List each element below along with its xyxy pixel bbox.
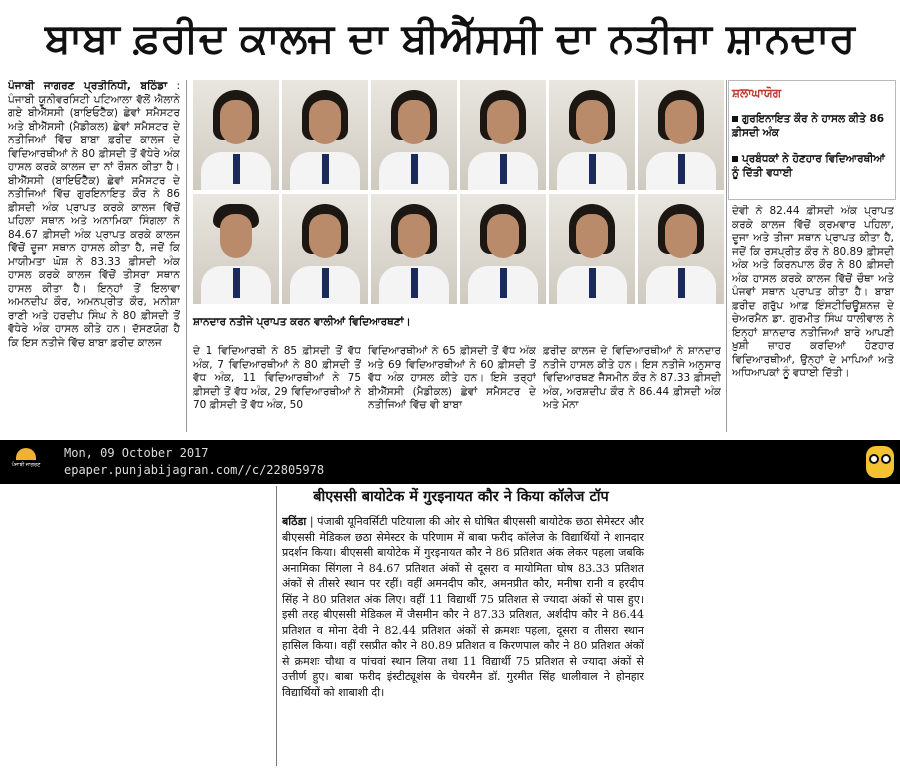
article-column-5: ਦੇਵੀ ਨੇ 82.44 ਫ਼ੀਸਦੀ ਅੰਕ ਪ੍ਰਾਪਤ ਕਰਕੇ ਕਾਲਜ ਵਿੱਚੋਂ ਕ੍ਰਮਵਾਰ ਪਹਿਲਾ, ਦੂਜਾ ਅਤੇ ਤੀਜਾ ਸਥਾਨ ਪ੍ਰਾਪਤ ਕੀਤਾ ਹੈ, ਜਦੋਂ ਕਿ ਰਸਪ੍ਰੀਤ ਕੌਰ ਨੇ 80.89 ਫ਼ੀਸਦੀ ਅੰਕ ਅਤੇ ਕਿਰਨਪਾਲ ਕੌਰ ਨੇ 80 ਫ਼ੀਸਦੀ ਅੰਕ ਹਾਸਲ ਕਰਕੇ ਕਾਲਜ ਵਿੱਚੋਂ ਚੌਥਾ ਅਤੇ ਪੰਜਵਾਂ ਸਥਾਨ ਪ੍ਰਾਪਤ ਕੀਤਾ ਹੈ। ਬਾਬਾ ਫ਼ਰੀਦ ਗਰੁੱਪ ਆਫ਼ ਇੰਸਟੀਚਿਊਸ਼ਨਜ਼ ਦੇ ਚੇਅਰਮੈਨ ਡਾ. ਗੁਰਮੀਤ ਸਿੰਘ ਧਾਲੀਵਾਲ ਨੇ ਇਨ੍ਹਾਂ ਸ਼ਾਨਦਾਰ ਨਤੀਜਿਆਂ ਬਾਰੇ ਆਪਣੀ ਖ਼ੁਸ਼ੀ ਜ਼ਾਹਰ ਕਰਦਿਆਂ ਹੋਣਹਾਰ ਵਿਦਿਆਰਥੀਆਂ, ਉਨ੍ਹਾਂ ਦੇ ਮਾਪਿਆਂ ਅਤੇ ਅਧਿਆਪਕਾਂ ਨੂੰ ਵਧਾਈ ਦਿੱਤੀ। [732, 205, 894, 379]
column-1-text: : ਪੰਜਾਬੀ ਯੂਨੀਵਰਸਿਟੀ ਪਟਿਆਲਾ ਵੱਲੋਂ ਐਲਾਨੇ ਗਏ ਬੀਐੱਸਸੀ (ਬਾਇਓਟੈੱਕ) ਛੇਵਾਂ ਸਮੈਸਟਰ ਅਤੇ ਬੀਐੱਸਸੀ (ਮੈਡੀਕਲ) ਛੇਵਾਂ ਸਮੈਸਟਰ ਦੇ ਨਤੀਜਿਆਂ ਵਿੱਚ ਬਾਬਾ ਫ਼ਰੀਦ ਕਾਲਜ ਦੇ ਵਿਦਿਆਰਥੀਆਂ ਨੇ 80 ਫ਼ੀਸਦੀ ਤੋਂ ਵੱਧੇਰੇ ਅੰਕ ਹਾਸਲ ਕਰਕੇ ਕਾਲਜ ਦਾ ਨਾਂ ਰੌਸ਼ਨ ਕੀਤਾ ਹੈ। ਬੀਐੱਸਸੀ (ਬਾਇਓਟੈੱਕ) ਛੇਵਾਂ ਸਮੈਸਟਰ ਦੇ ਨਤੀਜਿਆਂ ਵਿੱਚ ਗੁਰਇਨਾਇਤ ਕੌਰ ਨੇ 86 ਫ਼ੀਸਦੀ ਅੰਕ ਪ੍ਰਾਪਤ ਕਰਕੇ ਕਾਲਜ ਵਿੱਚੋਂ ਪਹਿਲਾ ਸਥਾਨ ਅਤੇ ਅਨਾਮਿਕਾ ਸਿੰਗਲਾ ਨੇ 84.67 ਫ਼ੀਸਦੀ ਅੰਕ ਪ੍ਰਾਪਤ ਕਰਕੇ ਕਾਲਜ ਵਿੱਚੋਂ ਦੂਜਾ ਸਥਾਨ ਹਾਸਲ ਕੀਤਾ ਹੈ, ਜਦੋਂ ਕਿ ਮਾਯੀਮਤਾ ਘੋਸ਼ ਨੇ 83.33 ਫ਼ੀਸਦੀ ਅੰਕ ਹਾਸਲ ਕਰਕੇ ਕਾਲਜ ਵਿੱਚੋਂ ਤੀਸਰਾ ਸਥਾਨ ਹਾਸਲ ਕੀਤਾ ਹੈ। ਇਨ੍ਹਾਂ ਤੋਂ ਇਲਾਵਾ ਅਮਨਦੀਪ ਕੌਰ, ਅਮਨਪ੍ਰੀਤ ਕੌਰ, ਮਨੀਸ਼ਾ ਰਾਣੀ ਅਤੇ ਹਰਦੀਪ ਸਿੰਘ ਨੇ 80 ਫ਼ੀਸਦੀ ਤੋਂ ਵੱਧੇਰੇ ਅੰਕ ਹਾਸਲ ਕੀਤੇ ਹਨ। ਦੱਸਣਯੋਗ ਹੈ ਕਿ ਇਸ ਨਤੀਜੇ ਵਿੱਚ ਬਾਬਾ ਫ਼ਰੀਦ ਕਾਲਜ [8, 80, 180, 349]
student-photo [638, 80, 724, 190]
dateline-place: बठिंडा [282, 515, 307, 528]
student-photo [638, 194, 724, 304]
hindi-body-text: | पंजाबी यूनिवर्सिटी पटियाला की ओर से घोषित बीएससी बायोटेक छठा सेमेस्टर और बीएससी मेडिकल छठा सेमेस्टर के परिणाम में बाबा फरीद कॉलेज के विद्यार्थियों ने शानदार प्रदर्शन किया। बीएससी बायोटेक में गुरइनायत कौर ने 86 प्रतिशत अंक लेकर पहला जबकि अनामिका सिंगला ने 84.67 प्रतिशत अंकों से दूसरा व मायोमिता घोष 83.33 प्रतिशत अंकों से तीसरे स्थान पर रहीं। वहीं अमनदीप कौर, अमनप्रीत कौर, मनीषा रानी व हरदीप सिंह ने 80 प्रतिशत अंक लिए। वहीं 11 विद्यार्थी 75 प्रतिशत से ज्यादा अंकों से पास हुए। इसी तरह बीएससी मेडिकल में जैसमीन कौर ने 87.33 प्रतिशत, अर्शदीप कौर ने 86.44 प्रतिशत व मोना देवी ने 82.44 प्रतिशत अंकों से क्रमशः पहला, दूसरा व तीसरा स्थान हासिल किया। वहीं रसप्रीत कौर ने 80.89 प्रतिशत व किरणपाल कौर ने 80 प्रतिशत अंकों से क्रमशः चौथा व पांचवां स्थान लिया तथा 11 विद्यार्थी 75 प्रतिशत से ज्यादा अंकों से उत्तीर्ण हुए। बाबा फरीद इंस्टीट्यूशंस के चेयरमैन डॉ. गुरमीत सिंह धालीवाल ने होनहार विद्यार्थियों को शाबाशी दी। [282, 515, 644, 699]
highlight-item-text: ਪ੍ਰਬੰਧਕਾਂ ਨੇ ਹੋਣਹਾਰ ਵਿਦਿਆਰਥੀਆਂ ਨੂੰ ਦਿੱਤੀ ਵਧਾਈ [732, 153, 885, 179]
student-photo [460, 80, 546, 190]
bullet-icon [732, 156, 738, 162]
student-photos [193, 80, 723, 308]
article-column-1 [8, 80, 180, 435]
student-photo [549, 80, 635, 190]
owl-icon[interactable] [866, 446, 894, 478]
article-column-4: ਫ਼ਰੀਦ ਕਾਲਜ ਦੇ ਵਿਦਿਆਰਥੀਆਂ ਨੇ ਸ਼ਾਨਦਾਰ ਨਤੀਜੇ ਹਾਸਲ ਕੀਤੇ ਹਨ। ਇਸ ਨਤੀਜੇ ਅਨੁਸਾਰ ਵਿਦਿਆਰਥਣ ਜੈਸਮੀਨ ਕੌਰ ਨੇ 87.33 ਫ਼ੀਸਦੀ ਅੰਕ, ਅਰਸ਼ਦੀਪ ਕੌਰ ਨੇ 86.44 ਫ਼ੀਸਦੀ ਅੰਕ ਅਤੇ ਮੋਨਾ [543, 345, 721, 411]
student-photo [371, 194, 457, 304]
headline: ਬਾਬਾ ਫ਼ਰੀਦ ਕਾਲਜ ਦਾ ਬੀਐੱਸਸੀ ਦਾ ਨਤੀਜਾ ਸ਼ਾਨਦਾਰ [45, 14, 855, 62]
student-photo [193, 80, 279, 190]
highlight-item [732, 152, 892, 180]
article-column-2: ਦੇ 1 ਵਿਦਿਆਰਥੀ ਨੇ 85 ਫ਼ੀਸਦੀ ਤੋਂ ਵੱਧ ਅੰਕ, 7 ਵਿਦਿਆਰਥੀਆਂ ਨੇ 80 ਫ਼ੀਸਦੀ ਤੋਂ ਵੱਧ ਅੰਕ, 11 ਵਿਦਿਆਰਥੀਆਂ ਨੇ 75 ਫ਼ੀਸਦੀ ਤੋਂ ਵੱਧ ਅੰਕ, 29 ਵਿਦਿਆਰਥੀਆਂ ਨੇ 70 ਫ਼ੀਸਦੀ ਤੋਂ ਵੱਧ ਅੰਕ, 50 [193, 345, 361, 411]
owl-eye-icon [881, 454, 891, 464]
student-photo [460, 194, 546, 304]
bullet-icon [732, 116, 738, 122]
student-photo [282, 194, 368, 304]
student-photo [282, 80, 368, 190]
hindi-headline: बीएससी बायोटेक में गुरइनायत कौर ने किया कॉलेज टॉप [313, 489, 609, 505]
epaper-url[interactable]: epaper.punjabijagran.com//c/22805978 [64, 463, 325, 477]
article-column-3: ਵਿਦਿਆਰਥੀਆਂ ਨੇ 65 ਫ਼ੀਸਦੀ ਤੋਂ ਵੱਧ ਅੰਕ ਅਤੇ 69 ਵਿਦਿਆਰਥੀਆਂ ਨੇ 60 ਫ਼ੀਸਦੀ ਤੋਂ ਵੱਧ ਅੰਕ ਹਾਸਲ ਕੀਤੇ ਹਨ। ਇਸੇ ਤਰ੍ਹਾਂ ਬੀਐੱਸਸੀ (ਮੈਡੀਕਲ) ਛੇਵਾਂ ਸਮੈਸਟਰ ਦੇ ਨਤੀਜਿਆਂ ਵਿੱਚ ਵੀ ਬਾਬਾ [368, 345, 536, 411]
student-photo [193, 194, 279, 304]
logo-text: ਪੰਜਾਬੀ ਜਾਗਰਣ [11, 462, 41, 468]
publication-date: Mon, 09 October 2017 [64, 446, 209, 460]
highlight-item-text: ਗੁਰਇਨਾਇਤ ਕੌਰ ਨੇ ਹਾਸਲ ਕੀਤੇ 86 ਫ਼ੀਸਦੀ ਅੰਕ [732, 113, 885, 139]
byline: ਪੰਜਾਬੀ ਜਾਗਰਣ ਪ੍ਰਤੀਨਿਧੀ, ਬਠਿੰਡਾ [8, 80, 168, 92]
student-photo [549, 194, 635, 304]
photo-caption: ਸ਼ਾਨਦਾਰ ਨਤੀਜੇ ਪ੍ਰਾਪਤ ਕਰਨ ਵਾਲੀਆਂ ਵਿਦਿਆਰਥਣਾਂ। [193, 316, 411, 328]
highlight-box-title: ਸ਼ਲਾਘਾਯੋਗ [732, 86, 782, 100]
hindi-article-body [282, 514, 644, 764]
column-divider [726, 80, 727, 432]
student-photo [371, 80, 457, 190]
highlight-item [732, 112, 892, 140]
jagran-logo[interactable] [6, 446, 46, 476]
sun-logo-icon [16, 448, 36, 460]
owl-eye-icon [869, 454, 879, 464]
column-divider [186, 80, 187, 432]
